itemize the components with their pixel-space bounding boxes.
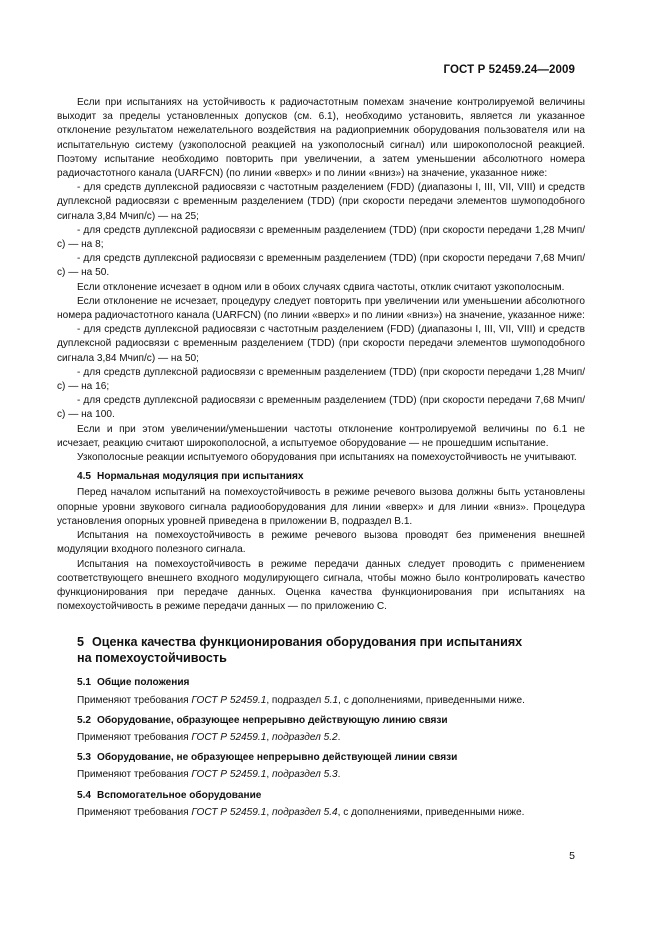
list-item: - для средств дуплексной радиосвязи с временным разделением (TDD) (при скорости передачи 1,28 Мчип/с) — на 16;	[57, 366, 585, 393]
subsection-number: 5.4	[77, 789, 92, 801]
list-item: - для средств дуплексной радиосвязи с частотным разделением (FDD) (диапазоны I, III, VII, VIII) и средств дуплексной радиосвязи с временным разделением (TDD) (при скорости передачи элементов шумоподобного сигнала 3,84 Мчип/с) — на 25;	[57, 182, 585, 222]
paragraph: Испытания на помехоустойчивость в режиме передачи данных следует проводить с применением соответствующего внешнего входного модулирующего сигнала, чтобы можно было контролировать качество функционирования при передаче данных. Оценка качества функционирования при испытаниях на помехоустойчивость в режиме передачи данных — по приложению С.	[57, 558, 585, 613]
section-title-line1: Оценка качества функционирования оборудования при испытаниях	[92, 635, 523, 650]
paragraph: Если отклонение не исчезает, процедуру следует повторить при увеличении или уменьшении абсолютного номера радиочастотного канала (UARFCN) (по линии «вверх» и по линии «вниз») на значение, указанное ниже:	[57, 295, 585, 322]
subsection-title: Общие положения	[97, 677, 190, 689]
body-text: ,	[266, 731, 272, 743]
body-text: .	[337, 769, 341, 781]
subsection-title: Оборудование, не образующее непрерывно действующей линии связи	[97, 752, 458, 764]
subsection-number: 4.5	[77, 471, 92, 483]
list-item: - для средств дуплексной радиосвязи с временным разделением (TDD) (при скорости передачи 1,28 Мчип/с) — на 8;	[57, 224, 585, 251]
subsection-body	[57, 768, 585, 782]
standard-reference: ГОСТ Р 52459.1	[191, 806, 267, 818]
subsection-heading-5-4	[57, 789, 585, 803]
paragraph: Если и при этом увеличении/уменьшении частоты отклонение контролируемой величины по 6.1 не исчезает, реакцию считают широкополосной, а испытуемое оборудование — не прошедшим испытание.	[57, 423, 585, 449]
subsection-body	[57, 694, 585, 708]
body-text: ,	[266, 769, 272, 781]
subsection-heading-5-2	[57, 714, 585, 728]
list-item: - для средств дуплексной радиосвязи с временным разделением (TDD) (при скорости передачи 7,68 Мчип/с) — на 100.	[57, 395, 585, 421]
subsection-heading-5-3	[57, 751, 585, 765]
paragraph: Испытания на помехоустойчивость в режиме речевого вызова проводят без применения внешней модуляции входного полезного сигнала.	[57, 530, 585, 556]
section-title-line2: на помехоустойчивость	[77, 651, 227, 666]
paragraph: Перед началом испытаний на помехоустойчивость в режиме речевого вызова должны быть установлены опорные уровни звукового сигнала радиооборудования для линии «вверх» и для линии «вниз». Процедура установления опорных уровней приведена в приложении В, подраздел В.1.	[57, 487, 585, 527]
standard-reference: ГОСТ Р 52459.1	[191, 731, 267, 743]
subsection-title: Вспомогательное оборудование	[97, 789, 262, 801]
list-item: - для средств дуплексной радиосвязи с частотным разделением (FDD) (диапазоны I, III, VII, VIII) и средств дуплексной радиосвязи с временным разделением (TDD) (при скорости передачи элементов шумоподобного сигнала 3,84 Мчип/с) — на 50;	[57, 324, 585, 364]
paragraph: Если отклонение исчезает в одном или в обоих случаях сдвига частоты, отклик считают узкополосным.	[77, 281, 565, 293]
standard-reference: ГОСТ Р 52459.1	[191, 694, 267, 706]
clause-reference: подраздел 5.4	[271, 806, 338, 818]
body-text: .	[337, 731, 341, 743]
subsection-number: 5.3	[77, 752, 92, 764]
paragraph: Узкополосные реакции испытуемого оборудования при испытаниях на помехоустойчивость не учитывают.	[77, 452, 577, 464]
subsection-body	[57, 806, 585, 820]
clause-reference: 5.1	[324, 694, 339, 706]
body-text: Применяют требования	[77, 731, 192, 743]
document-header: ГОСТ Р 52459.24—2009	[443, 64, 575, 76]
page-number: 5	[569, 850, 575, 862]
body-text: Применяют требования	[77, 694, 192, 706]
standard-reference: ГОСТ Р 52459.1	[191, 769, 267, 781]
list-item: - для средств дуплексной радиосвязи с временным разделением (TDD) (при скорости передачи 7,68 Мчип/с) — на 50.	[57, 253, 585, 279]
body-text: Применяют требования	[77, 769, 192, 781]
subsection-number: 5.1	[77, 677, 92, 689]
subsection-body	[57, 731, 585, 745]
subsection-heading-4-5	[57, 470, 585, 484]
page-body	[57, 96, 585, 826]
subsection-heading-5-1	[57, 676, 585, 690]
body-text: , подраздел	[266, 694, 325, 706]
body-text: , с дополнениями, приведенными ниже.	[338, 694, 525, 706]
clause-reference: подраздел 5.3	[271, 769, 338, 781]
body-text: ,	[266, 806, 272, 818]
paragraph: Если при испытаниях на устойчивость к радиочастотным помехам значение контролируемой величины выходит за пределы установленных допусков (см. 6.1), необходимо установить, является ли указанное отклонение результатом нежелательного воздействия на радиоприемник оборудования пользователя или на испытательную систему (узкополосной реакцией на узкополосный сигнал) или широкополосной реакцией. Поэтому испытание необходимо повторить при увеличении, а затем уменьшении абсолютного номера радиочастотного канала (UARFCN) (по линии «вверх» и по линии «вниз») на значение, указанное ниже:	[57, 97, 585, 180]
subsection-number: 5.2	[77, 714, 92, 726]
clause-reference: подраздел 5.2	[271, 731, 338, 743]
subsection-title: Оборудование, образующее непрерывно действующую линию связи	[97, 714, 448, 726]
section-heading-5	[57, 634, 585, 666]
body-text: , с дополнениями, приведенными ниже.	[337, 806, 525, 818]
body-text: Применяют требования	[77, 806, 192, 818]
section-number: 5	[77, 635, 85, 650]
subsection-title: Нормальная модуляция при испытаниях	[97, 471, 304, 483]
